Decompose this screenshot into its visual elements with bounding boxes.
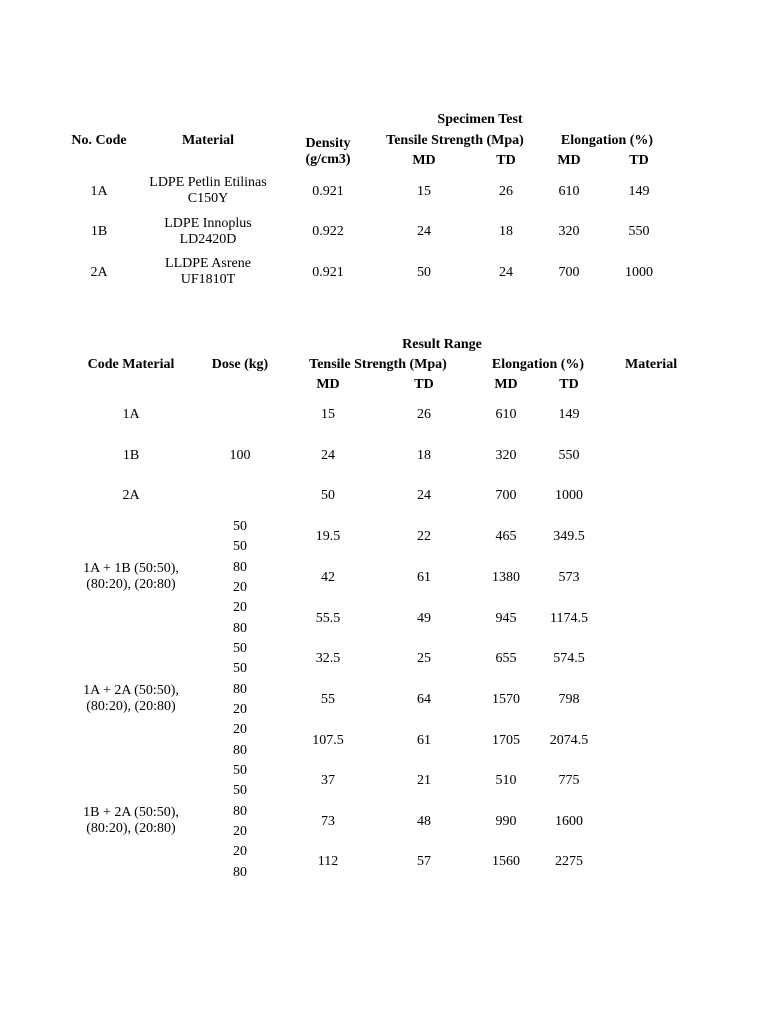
row-elong-td: 798 [558, 692, 580, 707]
row-dose-b: 20 [233, 702, 247, 717]
table1-header-tensile: Tensile Strength (Mpa) [386, 133, 524, 148]
row-tensile-md: 50 [417, 265, 431, 280]
row-elong-td: 1000 [555, 488, 583, 503]
table1-header-no-code: No. Code [71, 133, 127, 148]
table1-header-material: Material [181, 133, 235, 148]
row-elong-td: 550 [628, 224, 650, 239]
row-elong-md: 1560 [492, 854, 520, 869]
row-code: 1B [90, 224, 108, 239]
row-tensile-md: 55.5 [315, 611, 341, 626]
row-elong-md: 700 [495, 488, 517, 503]
row-elong-md: 320 [495, 448, 517, 463]
row-elong-md: 655 [495, 651, 517, 666]
table2-header-elong-md: MD [494, 377, 518, 392]
row-elong-td: 149 [628, 184, 650, 199]
row-tensile-md: 50 [321, 488, 335, 503]
blend-group-label: 1A + 2A (50:50), (80:20), (20:80) [83, 683, 179, 714]
row-code: 1A [90, 184, 108, 199]
row-tensile-md: 42 [321, 570, 335, 585]
row-tensile-md: 24 [417, 224, 431, 239]
row-tensile-td: 24 [499, 265, 513, 280]
row-dose-a: 80 [233, 804, 247, 819]
row-tensile-md: 32.5 [315, 651, 341, 666]
table1-header-tensile-md: MD [412, 153, 436, 168]
row-tensile-td: 48 [417, 814, 431, 829]
row-tensile-td: 24 [417, 488, 431, 503]
row-elong-td: 149 [558, 407, 580, 422]
row-elong-td: 1174.5 [550, 611, 588, 626]
row-dose-b: 80 [233, 865, 247, 880]
row-tensile-td: 26 [417, 407, 431, 422]
row-code: 1B [122, 448, 140, 463]
row-dose-a: 50 [233, 519, 247, 534]
row-tensile-td: 61 [417, 733, 431, 748]
row-density: 0.921 [312, 265, 344, 280]
row-elong-td: 1000 [625, 265, 653, 280]
row-code: 2A [90, 265, 108, 280]
row-dose-b: 80 [233, 743, 247, 758]
table2-header-material: Material [625, 357, 678, 372]
table1-header-density: Density (g/cm3) [305, 136, 351, 167]
row-dose-b: 50 [233, 539, 247, 554]
table2-header-code-material: Code Material [87, 357, 175, 372]
row-material: LDPE Petlin Etilinas C150Y [149, 175, 267, 206]
row-elong-td: 775 [558, 773, 580, 788]
row-elong-md: 990 [495, 814, 517, 829]
row-dose-a: 80 [233, 682, 247, 697]
row-tensile-md: 15 [321, 407, 335, 422]
blend-group-label: 1B + 2A (50:50), (80:20), (20:80) [83, 805, 179, 836]
row-elong-md: 465 [495, 529, 517, 544]
table1-header-elong-md: MD [557, 153, 581, 168]
row-density: 0.921 [312, 184, 344, 199]
row-tensile-td: 25 [417, 651, 431, 666]
row-tensile-md: 19.5 [315, 529, 341, 544]
row-elong-td: 550 [558, 448, 580, 463]
table2-group-header: Result Range [402, 337, 482, 352]
row-material: LLDPE Asrene UF1810T [165, 256, 251, 287]
row-elong-td: 2275 [555, 854, 583, 869]
row-tensile-td: 61 [417, 570, 431, 585]
row-dose-b: 80 [233, 621, 247, 636]
table2-header-tensile: Tensile Strength (Mpa) [309, 357, 447, 372]
row-tensile-td: 18 [499, 224, 513, 239]
row-tensile-md: 112 [317, 854, 339, 869]
row-dose: 100 [229, 448, 251, 463]
row-elong-md: 945 [495, 611, 517, 626]
row-dose-b: 50 [233, 661, 247, 676]
table1-header-elongation: Elongation (%) [560, 133, 654, 148]
row-elong-md: 1380 [492, 570, 520, 585]
table1-group-header: Specimen Test [437, 112, 523, 127]
row-tensile-td: 22 [417, 529, 431, 544]
row-elong-td: 349.5 [553, 529, 585, 544]
row-tensile-td: 26 [499, 184, 513, 199]
table1-header-tensile-td: TD [496, 153, 516, 168]
row-tensile-td: 18 [417, 448, 431, 463]
row-dose-b: 50 [233, 783, 247, 798]
row-tensile-md: 15 [417, 184, 431, 199]
row-elong-td: 573 [558, 570, 580, 585]
row-tensile-md: 107.5 [312, 733, 344, 748]
row-code: 2A [122, 488, 140, 503]
row-elong-md: 1570 [492, 692, 520, 707]
row-dose-b: 20 [233, 580, 247, 595]
row-dose-a: 20 [233, 600, 247, 615]
row-code: 1A [122, 407, 140, 422]
row-elong-td: 2074.5 [549, 733, 589, 748]
row-tensile-td: 57 [417, 854, 431, 869]
row-tensile-md: 37 [321, 773, 335, 788]
table2-header-elongation: Elongation (%) [491, 357, 585, 372]
table2-header-tensile-td: TD [414, 377, 434, 392]
row-tensile-md: 24 [321, 448, 335, 463]
row-elong-td: 1600 [555, 814, 583, 829]
row-tensile-td: 49 [417, 611, 431, 626]
row-elong-md: 610 [495, 407, 517, 422]
row-elong-md: 610 [558, 184, 580, 199]
row-elong-md: 1705 [492, 733, 520, 748]
row-tensile-md: 55 [321, 692, 335, 707]
row-tensile-td: 64 [417, 692, 431, 707]
row-dose-b: 20 [233, 824, 247, 839]
row-elong-md: 700 [558, 265, 580, 280]
row-elong-td: 574.5 [553, 651, 585, 666]
table2-header-elong-td: TD [559, 377, 579, 392]
row-material: LDPE Innoplus LD2420D [164, 216, 252, 247]
blend-group-label: 1A + 1B (50:50), (80:20), (20:80) [83, 561, 179, 592]
row-dose-a: 50 [233, 641, 247, 656]
row-dose-a: 50 [233, 763, 247, 778]
row-elong-md: 320 [558, 224, 580, 239]
table2-header-tensile-md: MD [316, 377, 340, 392]
row-dose-a: 20 [233, 844, 247, 859]
row-dose-a: 20 [233, 722, 247, 737]
row-density: 0.922 [312, 224, 344, 239]
row-tensile-md: 73 [321, 814, 335, 829]
row-dose-a: 80 [233, 560, 247, 575]
table2-header-dose: Dose (kg) [211, 357, 269, 372]
row-tensile-td: 21 [417, 773, 431, 788]
row-elong-md: 510 [495, 773, 517, 788]
table1-header-elong-td: TD [629, 153, 649, 168]
